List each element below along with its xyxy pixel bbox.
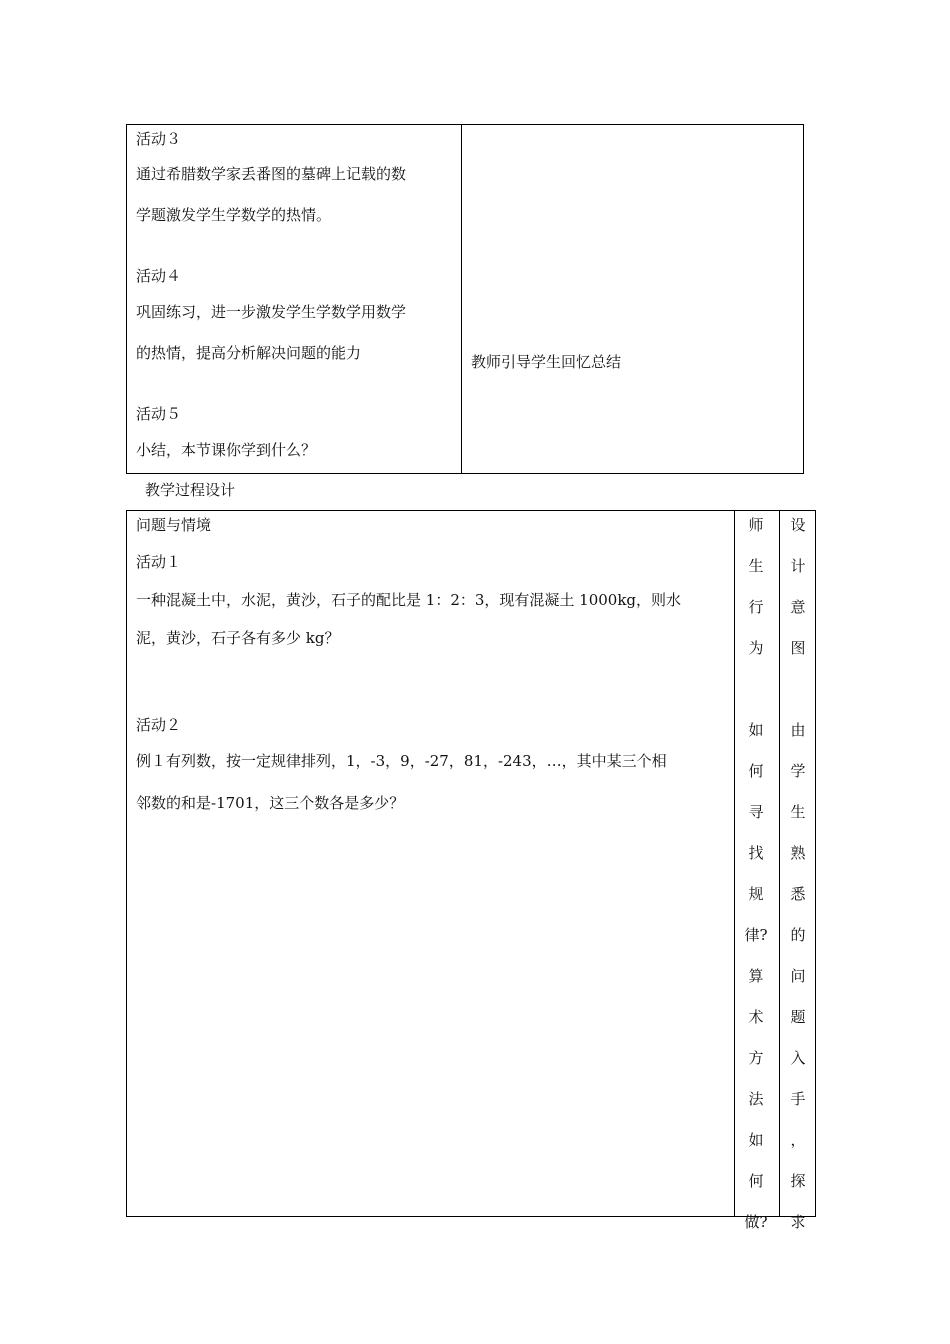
design-intent-column (778, 515, 818, 1253)
vertical-char: 师 (748, 516, 764, 534)
section-caption: 教学过程设计 (145, 481, 236, 499)
activity3-title: 活动３ (136, 130, 182, 148)
teacher-student-behavior-column (736, 515, 776, 1253)
vertical-char: 行 (748, 598, 764, 616)
activity1-title: 活动１ (136, 553, 182, 571)
vertical-char: 入 (790, 1049, 806, 1067)
vertical-char: 方 (748, 1049, 764, 1067)
activity4-text-line2: 的热情，提高分析解决问题的能力 (136, 344, 362, 362)
vertical-char (778, 679, 818, 720)
activity2-text-line1: 例１有列数，按一定规律排列，1，-3，9，-27，81，-243，…，其中某三个相 (136, 752, 667, 770)
vertical-char: ， (790, 1131, 806, 1149)
activity3-text-line1: 通过希腊数学家丢番图的墓碑上记载的数 (136, 165, 407, 183)
vertical-char: 找 (748, 844, 764, 862)
vertical-char: 探 (790, 1172, 806, 1190)
vertical-char: 如 (748, 1131, 764, 1149)
vertical-char: 学 (790, 762, 806, 780)
vertical-char: 如 (748, 721, 764, 739)
vertical-char: 手 (790, 1090, 806, 1108)
column-divider (734, 511, 735, 1216)
activity4-text-line1: 巩固练习，进一步激发学生学数学用数学 (136, 303, 407, 321)
vertical-char (736, 679, 776, 720)
activities-table (126, 124, 804, 474)
vertical-char: 做? (744, 1213, 768, 1231)
vertical-char: 法 (748, 1090, 764, 1108)
vertical-char: 规 (748, 885, 764, 903)
vertical-char: 图 (790, 639, 806, 657)
vertical-char: 何 (748, 1172, 764, 1190)
vertical-char: 熟 (790, 844, 806, 862)
activity4-title: 活动４ (136, 267, 182, 285)
vertical-char: 设 (790, 516, 806, 534)
column-divider (461, 125, 462, 473)
vertical-char: 术 (748, 1008, 764, 1026)
teacher-summary-text: 教师引导学生回忆总结 (471, 353, 622, 371)
vertical-char: 为 (748, 639, 764, 657)
activity5-text-line1: 小结，本节课你学到什么？ (136, 441, 317, 459)
vertical-char: 求 (790, 1213, 806, 1231)
vertical-char: 何 (748, 762, 764, 780)
vertical-char: 生 (748, 557, 764, 575)
vertical-char: 意 (790, 598, 806, 616)
activity1-text-line1: 一种混凝土中，水泥，黄沙，石子的配比是 1：2：3，现有混凝土 1000kg，则水 (136, 591, 682, 609)
activity1-text-line2: 泥，黄沙，石子各有多少 kg？ (136, 629, 340, 647)
vertical-char: 律? (744, 926, 768, 944)
vertical-char: 由 (790, 721, 806, 739)
vertical-char: 的 (790, 926, 806, 944)
vertical-char: 算 (748, 967, 764, 985)
activity3-text-line2: 学题激发学生学数学的热情。 (136, 206, 332, 224)
activity2-text-line2: 邻数的和是-1701，这三个数各是多少？ (136, 794, 405, 812)
vertical-char: 题 (790, 1008, 806, 1026)
activity2-title: 活动２ (136, 716, 182, 734)
vertical-char: 生 (790, 803, 806, 821)
column-header-problem: 问题与情境 (136, 516, 212, 534)
vertical-char: 悉 (790, 885, 806, 903)
activity5-title: 活动５ (136, 405, 182, 423)
vertical-char: 计 (790, 557, 806, 575)
vertical-char: 问 (790, 967, 806, 985)
teaching-process-table (126, 510, 816, 1231)
vertical-char: 寻 (748, 803, 764, 821)
